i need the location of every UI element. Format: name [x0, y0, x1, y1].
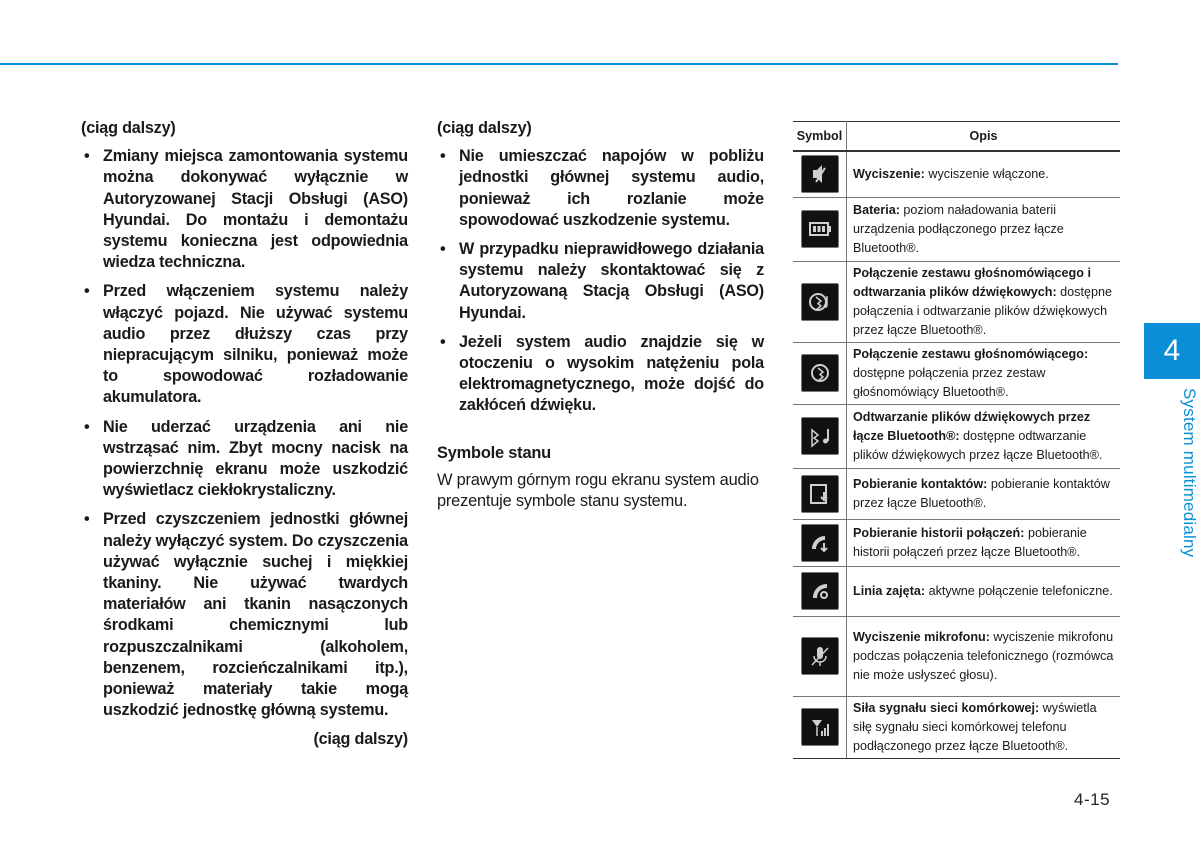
list-item: • W przypadku nieprawidłowego działania systemu należy skontaktować się z Autoryzowaną Stacją Obsługi (ASO) Hyundai. [437, 239, 764, 324]
continued-label: (ciąg dalszy) [437, 119, 532, 137]
symbol-name: Połączenie zestawu głośnomówiącego i odtwarzania plików dźwiękowych: [853, 265, 1091, 299]
signal-strength-icon [801, 708, 839, 746]
symbol-description: pobieranie kontaktów przez łącze Bluetooth®. [853, 476, 1110, 510]
bluetooth-handsfree-audio-icon [801, 283, 839, 321]
list-item: • Nie uderzać urządzenia ani nie wstrząsać nim. Zbyt mocny nacisk na powierzchnię ekranu może uszkodzić wyświetlacz ciekłokrystaliczny. [81, 417, 408, 502]
symbol-description: poziom naładowania baterii urządzenia podłączonego przez łącze Bluetooth®. [853, 202, 1064, 255]
symbol-name: Bateria: [853, 202, 900, 217]
column-header-description: Opis [847, 122, 1121, 152]
chapter-number-tab: 4 [1144, 323, 1200, 379]
symbol-name: Pobieranie kontaktów: [853, 476, 988, 491]
symbol-name: Linia zajęta: [853, 583, 926, 598]
table-header-row [793, 122, 1120, 152]
call-history-download-icon [801, 524, 839, 562]
symbol-description: wyciszenie włączone. [924, 166, 1049, 181]
table-row [793, 197, 1120, 261]
list-item: • Jeżeli system audio znajdzie się w otoczeniu o wysokim natężeniu pola elektromagnetycznego, może dojść do zakłóceń dźwięku. [437, 332, 764, 417]
battery-icon [801, 210, 839, 248]
symbol-name: Siła sygnału sieci komórkowej: [853, 700, 1040, 715]
line-busy-icon [801, 572, 839, 610]
symbol-description: dostępne odtwarzanie plików dźwiękowych przez łącze Bluetooth®. [853, 428, 1103, 462]
table-row [793, 566, 1120, 616]
list-item: • Przed włączeniem systemu należy włączyć pojazd. Nie używać systemu audio przez dłuższy czas przy niepracującym silniku, ponieważ może to spowodować rozładowanie akumulatora. [81, 281, 408, 408]
table-row [793, 261, 1120, 342]
table-row [793, 342, 1120, 404]
list-item: • Przed czyszczeniem jednostki głównej należy wyłączyć system. Do czyszczenia używać wyłącznie suchej i miękkiej tkaniny. Nie używać twardych materiałów ani tkanin nasączonych środkami chemicznymi lub rozpuszczalnikami (alkoholem, benzenem, rozcieńczalnikami itp.), ponieważ materiały takie mogą uszkodzić jednostkę główną systemu. [81, 509, 408, 721]
list-item: • Zmiany miejsca zamontowania systemu można dokonywać wyłącznie w Autoryzowanej Stacji Obsługi (ASO) Hyundai. Do montażu i demontażu systemu konieczna jest odpowiednia wiedza techniczna. [81, 146, 408, 273]
section-title: Symbole stanu [437, 443, 551, 462]
continued-end-label: (ciąg dalszy) [313, 730, 408, 749]
symbol-description: aktywne połączenie telefoniczne. [925, 583, 1113, 598]
list-item: • Nie umieszczać napojów w pobliżu jednostki głównej systemu audio, ponieważ ich rozlanie może spowodować uszkodzenie systemu. [437, 146, 764, 231]
middle-column [437, 118, 764, 512]
table-row [793, 519, 1120, 566]
mute-icon [801, 155, 839, 193]
mic-mute-icon [801, 637, 839, 675]
table-row [793, 468, 1120, 519]
contacts-download-icon [801, 475, 839, 513]
symbol-name: Pobieranie historii połączeń: [853, 525, 1025, 540]
symbol-description: pobieranie historii połączeń przez łącze Bluetooth®. [853, 525, 1087, 559]
table-row [793, 404, 1120, 468]
symbol-name: Wyciszenie mikrofonu: [853, 629, 990, 644]
table-row [793, 151, 1120, 197]
column-header-symbol: Symbol [793, 122, 847, 152]
header-rule [0, 63, 1118, 65]
symbol-description: wyciszenie mikrofonu podczas połączenia telefonicznego (rozmówca nie może usłyszeć głosu). [853, 629, 1114, 682]
symbol-description: dostępne połączenia i odtwarzanie plików dźwiękowych przez łącze Bluetooth®. [853, 284, 1112, 337]
table-row [793, 696, 1120, 758]
caution-list [81, 146, 408, 721]
page-number: 4-15 [1074, 790, 1111, 809]
section-body: W prawym górnym rogu ekranu system audio prezentuje symbole stanu systemu. [437, 470, 759, 510]
symbol-name: Wyciszenie: [853, 166, 925, 181]
symbol-name: Odtwarzanie plików dźwiękowych przez łącze Bluetooth®: [853, 409, 1091, 443]
status-symbols-table [793, 121, 1120, 759]
left-column [81, 118, 408, 751]
table-row [793, 616, 1120, 696]
continued-label: (ciąg dalszy) [81, 119, 176, 137]
symbol-description: dostępne połączenia przez zestaw głośnomówiący Bluetooth®. [853, 365, 1046, 399]
symbol-description: wyświetla siłę sygnału sieci komórkowej telefonu podłączonego przez łącze Bluetooth®. [853, 700, 1097, 753]
bluetooth-handsfree-icon [801, 354, 839, 392]
symbol-name: Połączenie zestawu głośnomówiącego: [853, 346, 1089, 361]
chapter-title: System multimedialny [1180, 388, 1199, 558]
bluetooth-audio-icon [801, 417, 839, 455]
caution-list [437, 146, 764, 416]
